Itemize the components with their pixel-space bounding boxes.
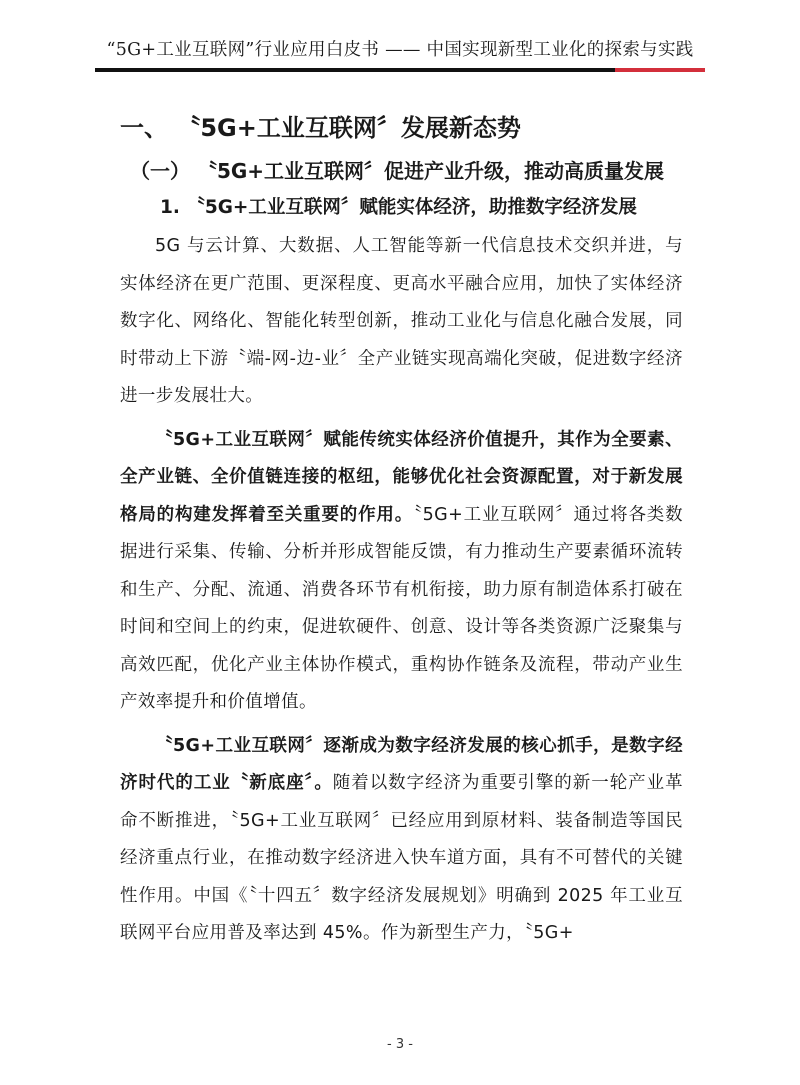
paragraph-3 [120,728,683,953]
header-rule [95,68,705,72]
paragraph-2 [120,422,683,722]
paragraph-3-emphasis: 〝5G+工业互联网〞逐渐成为数字经济发展的核心抓手，是数字经济时代的工业〝新底座〞。 [120,735,683,793]
header-rule-accent [615,68,705,72]
running-header: “5G+工业互联网”行业应用白皮书 —— 中国实现新型工业化的探索与实践 [106,40,694,60]
paragraph-2-emphasis: 〝5G+工业互联网〞赋能传统实体经济价值提升，其作为全要素、全产业链、全价值链连接的枢纽，能够优化社会资源配置，对于新发展格局的构建发挥着至关重要的作用。 [120,429,683,525]
paragraph-3-body: 随着以数字经济为重要引擎的新一轮产业革命不断推进，〝5G+工业互联网〞已经应用到原材料、装备制造等国民经济重点行业，在推动数字经济进入快车道方面，具有不可替代的关键性作用。中国《〝十四五〞数字经济发展规划》明确到 2025 年工业互联网平台应用普及率达到 45%。作为新型生产力，〝5G+ [120,773,683,943]
page-body [120,108,683,959]
paragraph-1: 5G 与云计算、大数据、人工智能等新一代信息技术交织并进，与实体经济在更广范围、更深程度、更高水平融合应用，加快了实体经济数字化、网络化、智能化转型创新，推动工业化与信息化融合发展，同时带动上下游〝端-网-边-业〞全产业链实现高端化突破，促进数字经济进一步发展壮大。 [120,236,683,406]
page-number: - 3 - [387,1037,413,1052]
paragraph-2-body: 〝5G+工业互联网〞通过将各类数据进行采集、传输、分析并形成智能反馈，有力推动生产要素循环流转和生产、分配、流通、消费各环节有机衔接，助力原有制造体系打破在时间和空间上的约束，促进软硬件、创意、设计等各类资源广泛聚集与高效匹配，优化产业主体协作模式，重构协作链条及流程，带动产业生产效率提升和价值增值。 [120,504,683,712]
subsubsection-heading: 1. 〝5G+工业互联网〞赋能实体经济，助推数字经济发展 [160,197,637,218]
subsection-heading: （一） 〝5G+工业互联网〞促进产业升级，推动高质量发展 [130,159,665,183]
header-rule-main [95,68,615,72]
section-heading: 一、 〝5G+工业互联网〞发展新态势 [120,114,521,142]
